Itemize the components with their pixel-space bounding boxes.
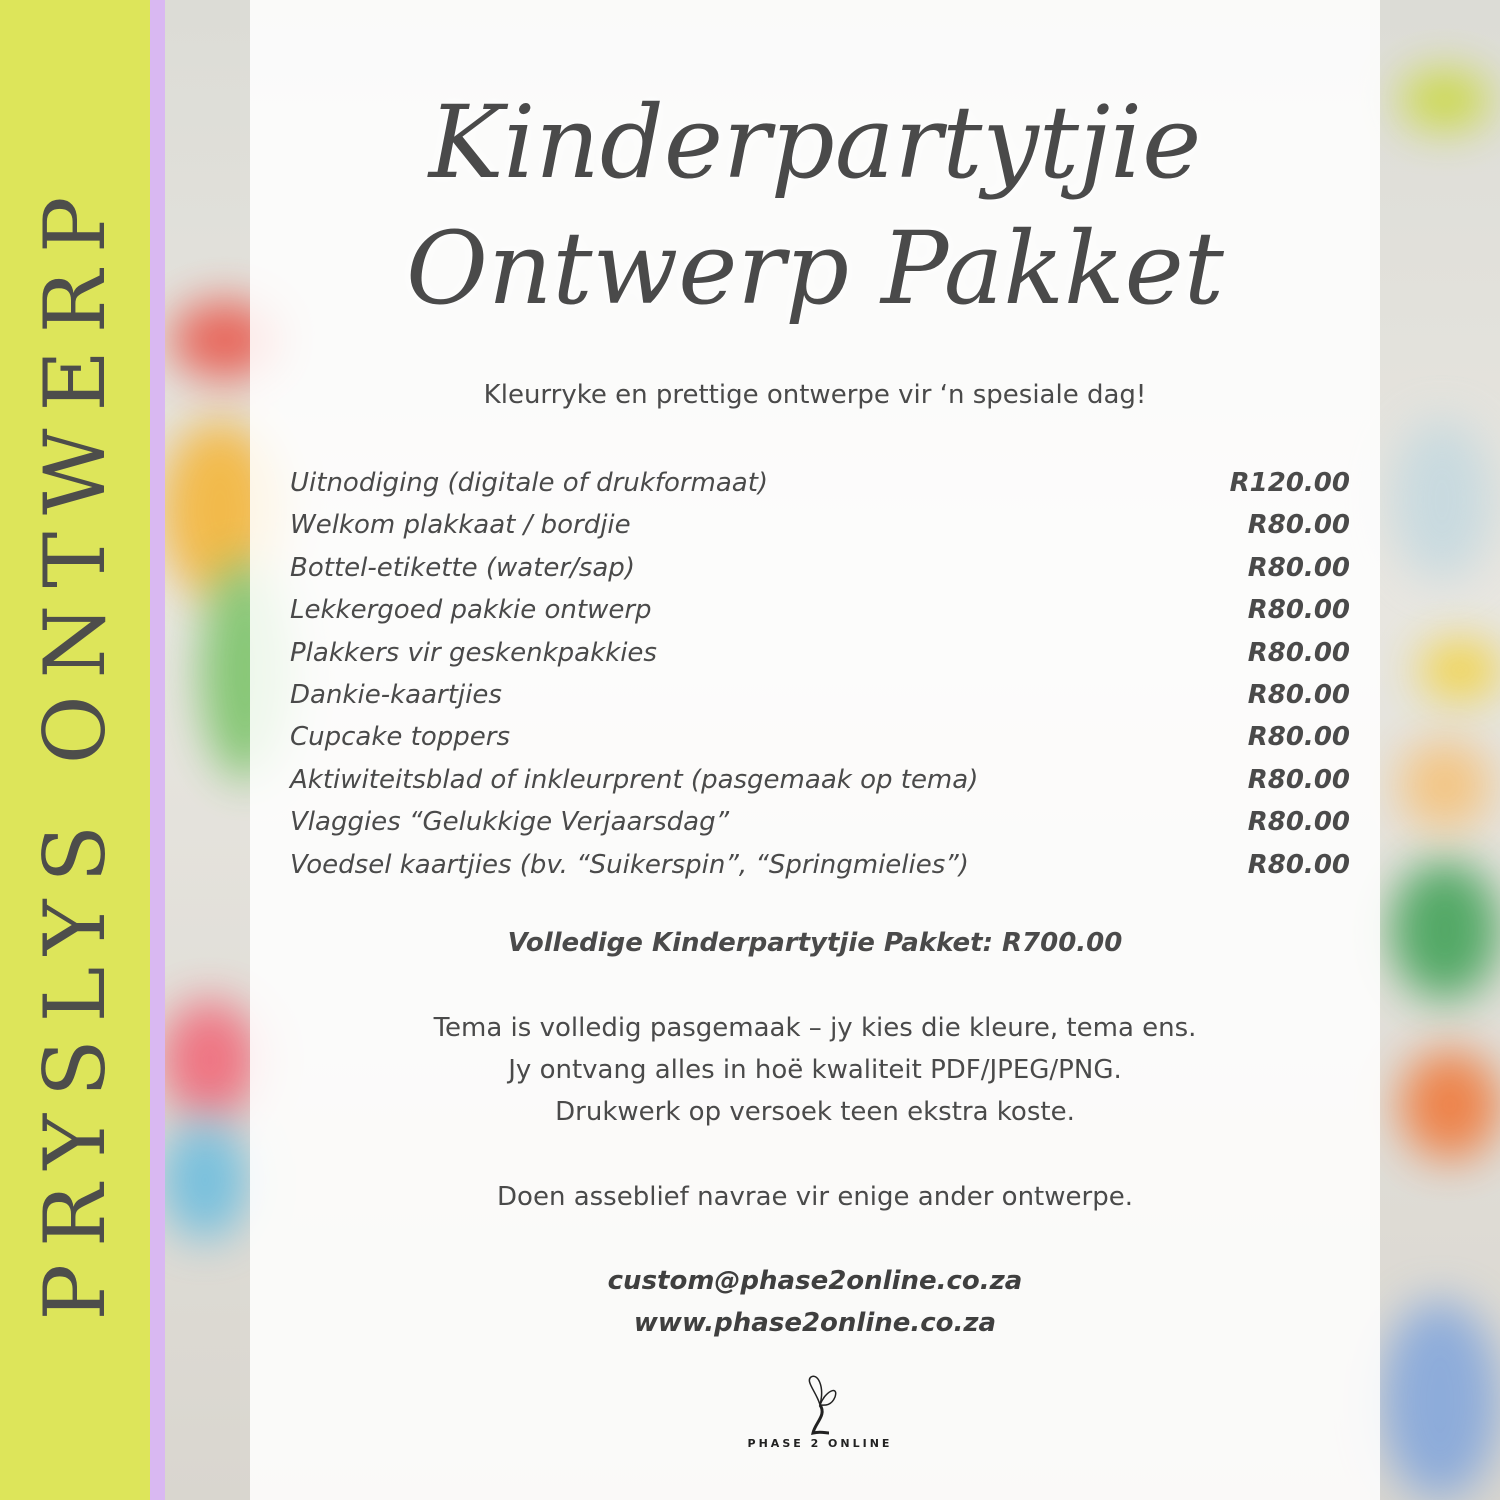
item-price: R80.00 xyxy=(1247,510,1350,541)
side-label: PRYSLYS ONTWERP xyxy=(26,179,124,1321)
background-blur-shape xyxy=(1400,70,1490,130)
price-row xyxy=(290,844,1350,886)
package-total: Volledige Kinderpartytjie Pakket: R700.00 xyxy=(507,928,1123,958)
item-price: R80.00 xyxy=(1247,595,1350,626)
price-row xyxy=(290,589,1350,631)
background-blur-shape xyxy=(1400,1050,1500,1160)
price-row xyxy=(290,547,1350,589)
info-line: Tema is volledig pasgemaak – jy kies die kleure, tema ens. xyxy=(433,1013,1197,1043)
item-price: R80.00 xyxy=(1247,764,1350,795)
background-blur-shape xyxy=(160,1120,250,1240)
price-row xyxy=(290,759,1350,801)
item-name: Vlaggies “Gelukkige Verjaarsdag” xyxy=(290,807,730,838)
item-name: Bottel-etikette (water/sap) xyxy=(290,552,635,583)
title-line-2: Ontwerp Pakket xyxy=(406,210,1224,327)
butterfly-icon xyxy=(795,1375,845,1437)
price-card xyxy=(250,0,1380,1500)
item-price: R80.00 xyxy=(1247,722,1350,753)
item-name: Plakkers vir geskenkpakkies xyxy=(290,637,657,668)
price-list xyxy=(290,462,1350,886)
info-line: Jy ontvang alles in hoë kwaliteit PDF/JPEG/PNG. xyxy=(508,1055,1122,1085)
subtitle: Kleurryke en prettige ontwerpe vir ‘n spesiale dag! xyxy=(483,380,1147,410)
item-name: Aktiwiteitsblad of inkleurprent (pasgemaak op tema) xyxy=(290,764,979,795)
item-name: Voedsel kaartjies (bv. “Suikerspin”, “Springmielies”) xyxy=(290,849,969,880)
item-name: Uitnodiging (digitale of drukformaat) xyxy=(290,468,769,498)
brand-logo xyxy=(740,1375,900,1475)
inquiry-note: Doen asseblief navrae vir enige ander ontwerpe. xyxy=(497,1182,1133,1212)
background-blur-shape xyxy=(1392,420,1492,580)
info-line: Drukwerk op versoek teen ekstra koste. xyxy=(555,1097,1075,1127)
item-price: R80.00 xyxy=(1247,807,1350,838)
item-name: Cupcake toppers xyxy=(290,722,511,753)
background-blur-shape xyxy=(1420,640,1500,700)
background-blur-shape xyxy=(160,1000,260,1120)
item-price: R80.00 xyxy=(1247,552,1350,583)
item-price: R80.00 xyxy=(1247,679,1350,710)
price-row xyxy=(290,674,1350,716)
background-blur-shape xyxy=(1390,860,1500,1000)
price-row xyxy=(290,632,1350,674)
item-price: R80.00 xyxy=(1247,637,1350,668)
price-row xyxy=(290,801,1350,843)
item-name: Dankie-kaartjies xyxy=(290,679,502,710)
page-title xyxy=(250,80,1380,332)
logo-text: PHASE 2 ONLINE xyxy=(747,1437,893,1450)
background-blur-shape xyxy=(1400,740,1490,830)
item-name: Welkom plakkaat / bordjie xyxy=(290,510,631,541)
side-band xyxy=(0,0,150,1500)
side-band-accent xyxy=(150,0,165,1500)
price-row xyxy=(290,504,1350,546)
price-row xyxy=(290,716,1350,758)
price-row xyxy=(290,462,1350,504)
contact-website[interactable]: www.phase2online.co.za xyxy=(633,1308,997,1338)
title-line-1: Kinderpartytjie xyxy=(428,84,1202,201)
item-price: R120.00 xyxy=(1229,468,1350,498)
item-price: R80.00 xyxy=(1247,849,1350,880)
background-blur-shape xyxy=(1380,1300,1500,1500)
contact-email[interactable]: custom@phase2online.co.za xyxy=(607,1266,1023,1296)
item-name: Lekkergoed pakkie ontwerp xyxy=(290,595,652,626)
